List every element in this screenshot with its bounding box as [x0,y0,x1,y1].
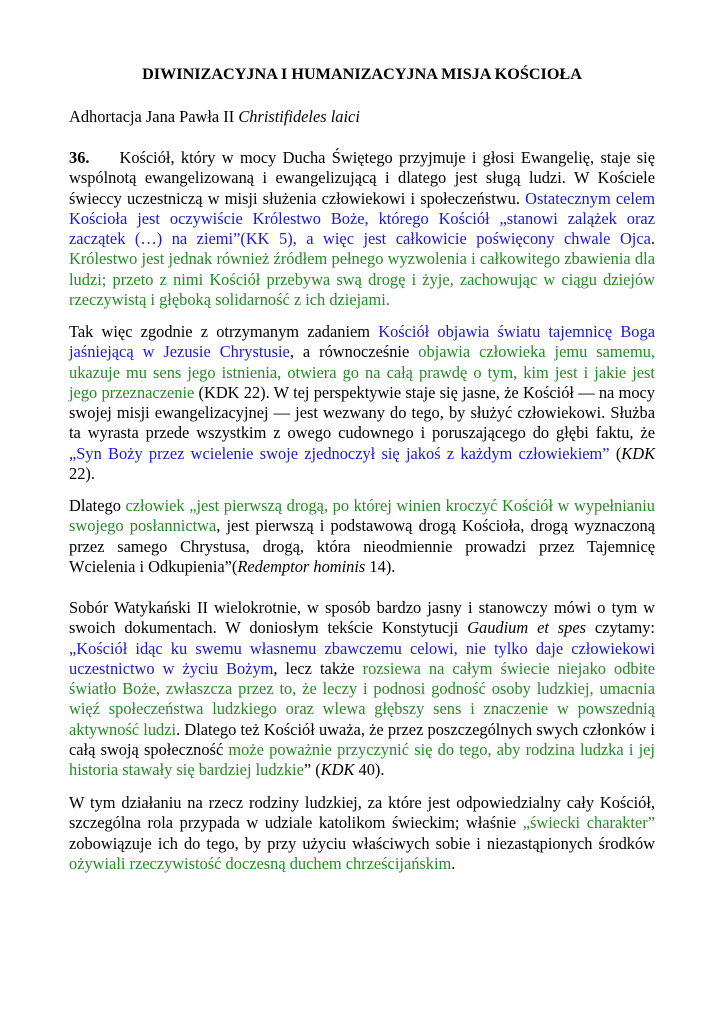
paragraph-text: . Dlatego też Kościół uważa, że przez poszczególnych swych członków i całą swoją społeczność [69,719,655,760]
paragraph-text: 14). [365,556,396,576]
subtitle-work: Christifideles laici [238,107,360,126]
highlight-green: objawia człowieka jemu samemu, ukazuje mu sens jego istnienia, otwiera go na całą prawdę o tym, kim jest i jakie jest jego przeznaczenie [69,342,655,402]
highlight-green: człowiek „jest pierwszą drogą, po której winien kroczyć Kościół w wypełnianiu swojego posłannictwa [69,496,656,536]
paragraph-3 [69,496,655,577]
highlight-green: może poważnie przyczynić się do tego, aby rodzina ludzka i jej historia stawały się bardziej ludzkie [69,740,655,780]
paragraph-number: 36. [69,148,90,167]
paragraph-text: (KDK 22). W tej perspektywie staje się jasne, że Kościół — na mocy swojej misji ewangelizacyjnej — jest wezwany do tego, by służyć człowiekowi. Służba ta wyrasta przede wszystkim z owego cudownego i poruszającego do głębi faktu, że [69,382,655,443]
paragraph-text: , lecz także [273,658,363,678]
paragraph-text: Kościół, który w mocy Ducha Świętego przyjmuje i głosi Ewangelię, staje się wspólnotą ewangelizowaną i ewangelizującą i dlatego jest sługą ludzi. W Kościele świeccy uczestniczą w misji służenia człowiekowi i społeczeństwu. [69,148,655,208]
highlight-green: rozsiewa na całym świecie niejako odbite światło Boże, zwłaszcza przez to, że leczy i podnosi godność osoby ludzkiej, umacnia więź społeczeństwa ludzkiego oraz wlewa głębszy sens i znaczenie w powszednią aktywność ludzi [69,658,655,739]
paragraph-text: W tym działaniu na rzecz rodziny ludzkiej, za które jest odpowiedzialny cały Kościół, szczególna rola przypada w udziale katolikom świeckim; właśnie [69,793,655,833]
highlight-green: „świecki charakter” [522,813,655,833]
highlight-blue: „Kościół idąc ku swemu własnemu zbawczemu celowi, nie tylko daje człowiekowi uczestnictwo w życiu Bożym [69,638,655,678]
paragraph-text: ” ( [303,760,321,780]
citation-italic: KDK [320,760,355,780]
highlight-green: Królestwo jest jednak również źródłem pełnego wyzwolenia i całkowitego zbawienia dla ludzi; przeto z nimi Kościół przebywa swą drogę i żyje, zachowując w ciągu dziejów rzeczywistą i głęboką solidarność z ich dziejami. [69,249,655,310]
document-subtitle [69,107,360,127]
paragraph-text: czytamy: [586,618,655,638]
paragraph-text: Sobór Watykański II wielokrotnie, w sposób bardzo jasny i stanowczy mówi o tym w swoich dokumentach. W doniosłym tekście Konstytucji [69,598,655,638]
paragraph-text: , a równocześnie [289,342,419,362]
citation-italic: KDK [621,443,655,463]
subtitle-prefix: Adhortacja Jana Pawła II [69,107,239,126]
paragraph-text: , jest pierwszą i podstawową drogą Kościoła, drogą wyznaczoną przez samego Chrystusa, drogą, która nieodmiennie prowadzi przez Tajemnicę Wcielenia i Odkupienia”( [69,516,655,576]
highlight-blue: Kościół objawia światu tajemnicę Boga jaśniejącą w Jezusie Chrystusie [69,322,655,362]
highlight-blue: Ostatecznym celem Kościoła jest oczywiście Królestwo Boże, którego Kościół „stanowi zalążek oraz zaczątek (…) na ziemi”(KK 5), a więc jest całkowicie poświęcony chwale Ojca [69,188,656,249]
paragraph-text: Tak więc zgodnie z otrzymanym zadaniem [69,322,379,341]
paragraph-text: . [650,229,655,249]
paragraph-36 [69,148,655,310]
citation-italic: Redemptor hominis [237,556,366,576]
paragraph-5 [69,793,655,874]
document-title: DIWINIZACYJNA I HUMANIZACYJNA MISJA KOŚCIOŁA [142,65,582,83]
paragraph-2 [69,322,655,484]
paragraph-text: 40). [354,760,385,780]
citation-italic: Gaudium et spes [467,618,587,638]
highlight-blue: „Syn Boży przez wcielenie swoje zjednoczył się jakoś z każdym człowiekiem” [69,443,610,463]
paragraph-text: 22). [69,464,95,484]
paragraph-4 [69,598,655,781]
highlight-green: ożywiali rzeczywistość doczesną duchem chrześcijańskim [69,853,452,873]
paragraph-text: . [451,853,456,873]
paragraph-text: Dlatego [69,496,126,515]
paragraph-text: ( [609,443,622,463]
paragraph-text: zobowiązuje ich do tego, by przy użyciu właściwych sobie i niezastąpionych środków [69,833,655,853]
